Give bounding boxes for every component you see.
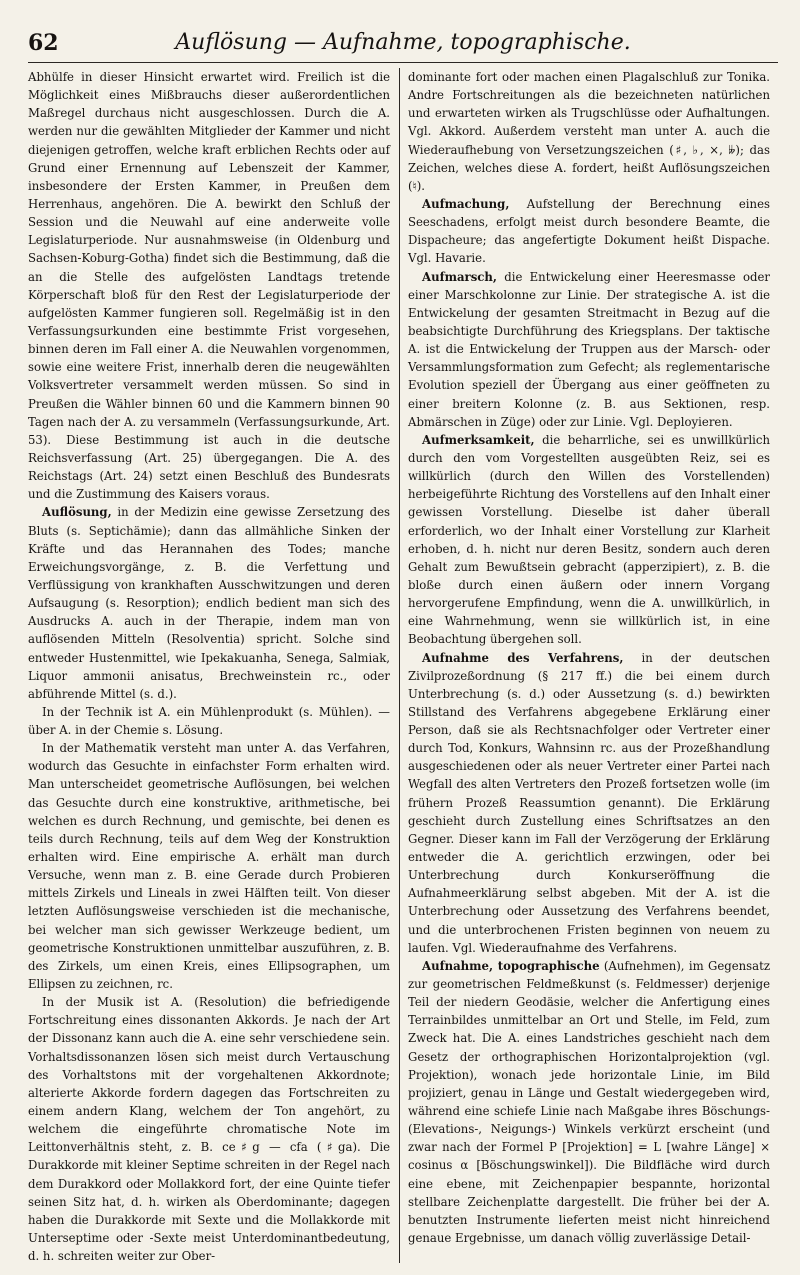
headword: Aufnahme des Verfahrens, [422, 650, 624, 665]
entry-text: die Entwickelung einer Heeresmasse oder einer Marschkolonne zur Linie. Der strategische A. ist die Entwickelung der gesamten Streitmacht in Bezug auf die beabsichtigte Durchführung des Kriegsplans. Der taktische A. ist die Entwickelung der Truppen aus der Marsch- oder Versammlungsformation zum Gefecht; als reglementarische Evolution speziell der Übergang aus einer geöffneten zu einer breitern Kolonne (z. B. aus Sektionen, resp. Abmärschen in Züge) oder zur Linie. Vgl. Deployieren. [408, 269, 770, 429]
headword: Aufnahme, topographische [422, 958, 600, 973]
entry-text: in der deutschen Zivilprozeßordnung (§ 217 ff.) die bei einem durch Unterbrechung (s. d.) oder Aussetzung (s. d.) bewirkten Stillstand des Verfahrens abgegebene Erklärung einer Person, daß sie als Rechtsnachfolger oder Vertreter einer durch Tod, Konkurs, Wahnsinn rc. aus der Prozeßhandlung ausgeschiedenen oder als neuer Vertreter einer Partei nach Wegfall des alten Vertreters den Prozeß fortsetzen wolle (im frühern Prozeß Reassumtion genannt). Die Erklärung geschieht durch Zustellung eines Schriftsatzes an den Gegner. Dieser kann im Fall der Verzögerung der Erklärung entweder die A. gerichtlich erzwingen, oder bei Unterbrechung durch Konkurseröffnung die Aufnahmeerklärung selbst abgeben. Mit der A. ist die Unterbrechung oder Aussetzung des Verfahrens beendet, und die unterbrochenen Fristen beginnen von neuem zu laufen. Vgl. Wiederaufnahme des Verfahrens. [408, 650, 770, 955]
headword: Aufmerksamkeit, [422, 432, 535, 447]
right-column [408, 68, 770, 1247]
entry-text: die beharrliche, sei es unwillkürlich durch den vom Vorgestellten ausgeübten Reiz, sei es willkürlich (durch den Willen des Vorstellenden) herbeigeführte Richtung des Vorstellens auf den Inhalt einer gewissen Vorstellung. Dieselbe ist daher überall erforderlich, wo der Inhalt einer Vorstellung zur Klarheit erhoben, d. h. nicht nur deren Besitz, sondern auch deren Gehalt zum Bewußtsein gebracht (apperzipiert), z. B. die bloße durch einen äußern oder innern Vorgang hervorgerufene Empfindung, wenn die A. unwillkürlich, in eine Wahrnehmung, wenn sie willkürlich ist, in eine Beobachtung übergehen soll. [408, 432, 770, 647]
entry-aufnahme-topographische [408, 957, 770, 1247]
page-header [28, 26, 778, 63]
entry-text: Aufstellung der Berechnung eines Seeschadens, erfolgt meist durch besondere Beamte, die Dispacheure; das angefertigte Dokument heißt Dispache. Vgl. Havarie. [408, 196, 770, 266]
page-number: 62 [28, 30, 59, 56]
entry-aufmarsch [408, 268, 770, 431]
headword: Aufmachung, [422, 196, 510, 211]
subentry-technik: In der Technik ist A. ein Mühlenprodukt (s. Mühlen). — über A. in der Chemie s. Lösung. [28, 704, 390, 738]
headword: Aufmarsch, [422, 269, 497, 284]
entry-aufmachung [408, 195, 770, 268]
subentry-musik: In der Musik ist A. (Resolution) die befriedigende Fortschreitung eines dissonanten Akkords. Je nach der Art der Dissonanz kann auch die A. eine sehr verschiedene sein. Vorhaltsdissonanzen lösen sich meist durch Vertauschung des Vorhaltstons mit der vorgehaltenen Akkordnote; alterierte Akkorde fordern dagegen das Fortschreiten zu einem andern Klang, welchem der Ton angehört, zu welchem die eingeführte chromatische Note im Leittonverhältnis steht, z. B. ce♯g — cfa (♯ga). Die Durakkorde mit kleiner Septime schreiten in der Regel nach dem Durakkord oder Mollakkord fort, der eine Quinte tiefer seinen Sitz hat, d. h. wirken als Oberdominante; dagegen haben die Durakkorde mit Sexte und die Mollakkorde mit Unterseptime oder -Sexte meist Unterdominantbedeutung, d. h. schreiten weiter zur Ober- [28, 995, 390, 1264]
entry-aufloesung-medizin [28, 503, 390, 703]
entry-aufnahme-des-verfahrens [408, 649, 770, 957]
subentry-mathematik: In der Mathematik versteht man unter A. das Verfahren, wodurch das Gesuchte in einfachster Form erhalten wird. Man unterscheidet geometrische Auflösungen, bei welchen das Gesuchte durch eine konstruktive, arithmetische, bei welchen es durch Rechnung, und gemischte, bei denen es teils durch Rechnung, teils auf dem Weg der Konstruktion erhalten wird. Eine empirische A. erhält man durch Versuche, wenn man z. B. eine Gerade durch Probieren mittels Zirkels und Lineals in zwei Hälften teilt. Von dieser letzten Auflösungsweise verschieden ist die mechanische, bei welcher man sich gewisser Werkzeuge bedient, um geometrische Konstruktionen unmittelbar auszuführen, z. B. des Zirkels, um einen Kreis, eines Ellipsographen, um Ellipsen zu zeichnen, rc. [28, 741, 390, 992]
entry-text: in der Medizin eine gewisse Zersetzung des Bluts (s. Septichämie); dann das allmähliche Sinken der Kräfte und das Herannahen des Todes; manche Erweichungsvorgänge, z. B. die Verfettung und Verflüssigung von krankhaften Ausschwitzungen und deren Aufsaugung (s. Resorption); endlich bedient man sich des Ausdrucks A. auch in der Therapie, indem man von auflösenden Mitteln (Resolventia) spricht. Solche sind entweder Hustenmittel, wie Ipekakuanha, Senega, Salmiak, Liquor ammonii anisatus, Brechweinstein rc., oder abführende Mittel (s. d.). [28, 505, 390, 701]
continuation-paragraph: Abhülfe in dieser Hinsicht erwartet wird. Freilich ist die Möglichkeit eines Mißbrauchs dieser außerordentlichen Maßregel durchaus nicht ausgeschlossen. Durch die A. werden nur die gewählten Mitglieder der Kammer und nicht diejenigen getroffen, welche kraft erblichen Rechts oder auf Grund einer Ernennung auf Lebenszeit der Kammer, insbesondere der Ersten Kammer, in Preußen dem Herrenhaus, angehören. Die A. bewirkt den Schluß der Session und die Neuwahl auf eine anderweite volle Legislaturperiode. Nur ausnahmsweise (in Oldenburg und Sachsen-Koburg-Gotha) findet sich die Bestimmung, daß die an die Stelle des aufgelösten Landtags tretende Körperschaft bloß für den Rest der Legislaturperiode der aufgelösten Kammer fungieren soll. Regelmäßig ist in den Verfassungsurkunden eine bestimmte Frist vorgesehen, binnen deren im Fall einer A. die Neuwahlen vorgenommen, sowie eine weitere Frist, innerhalb deren die neugewählten Volksvertreter versammelt werden müssen. So sind in Preußen die Wähler binnen 60 und die Kammern binnen 90 Tagen nach der A. zu versammeln (Verfassungsurkunde, Art. 53). Diese Bestimmung ist auch in die deutsche Reichsverfassung (Art. 25) übergegangen. Die A. des Reichstags (Art. 24) setzt einen Beschluß des Bundesrats und die Zustimmung des Kaisers voraus. [28, 70, 390, 502]
entry-text: (Aufnehmen), im Gegensatz zur geometrischen Feldmeßkunst (s. Feldmesser) derjenige Teil der niedern Geodäsie, welcher die Anfertigung eines Terrainbildes unmittelbar an Ort und Stelle, im Feld, zum Zweck hat. Die A. eines Landstriches geschieht nach dem Gesetz der orthographischen Horizontalprojektion (vgl. Projektion), wonach jede horizontale Linie, im Bild projiziert, genau in Länge und Gestalt wiedergegeben wird, während eine schiefe Linie nach Maßgabe ihres Böschungs- (Elevations-, Neigungs-) Winkels verkürzt erscheint (und zwar nach der Formel P [Projektion] = L [wahre Länge] × cosinus α [Böschungswinkel]). Die Bildfläche wird durch eine ebene, mit Zeichenpapier bespannte, horizontal stellbare Zeichenplatte dargestellt. Die früher bei der A. benutzten Instrumente lieferten meist nicht hinreichend genaue Ergebnisse, um danach völlig zuverlässige Detail- [408, 958, 770, 1245]
entry-aufmerksamkeit [408, 431, 770, 649]
left-column [28, 68, 390, 1265]
running-title: Auflösung — Aufnahme, topographische. [175, 30, 631, 55]
continuation-paragraph: dominante fort oder machen einen Plagalschluß zur Tonika. Andre Fortschreitungen als die bezeichneten natürlichen und erwarteten wirken als Trugschlüsse oder Aufhaltungen. Vgl. Akkord. Außerdem versteht man unter A. auch die Wiederaufhebung von Versetzungszeichen (♯, ♭, ×, 𝄫); das Zeichen, welches diese A. fordert, heißt Auflösungszeichen (♮). [408, 70, 770, 193]
column-divider [399, 68, 400, 1263]
headword: Auflösung, [42, 505, 112, 520]
